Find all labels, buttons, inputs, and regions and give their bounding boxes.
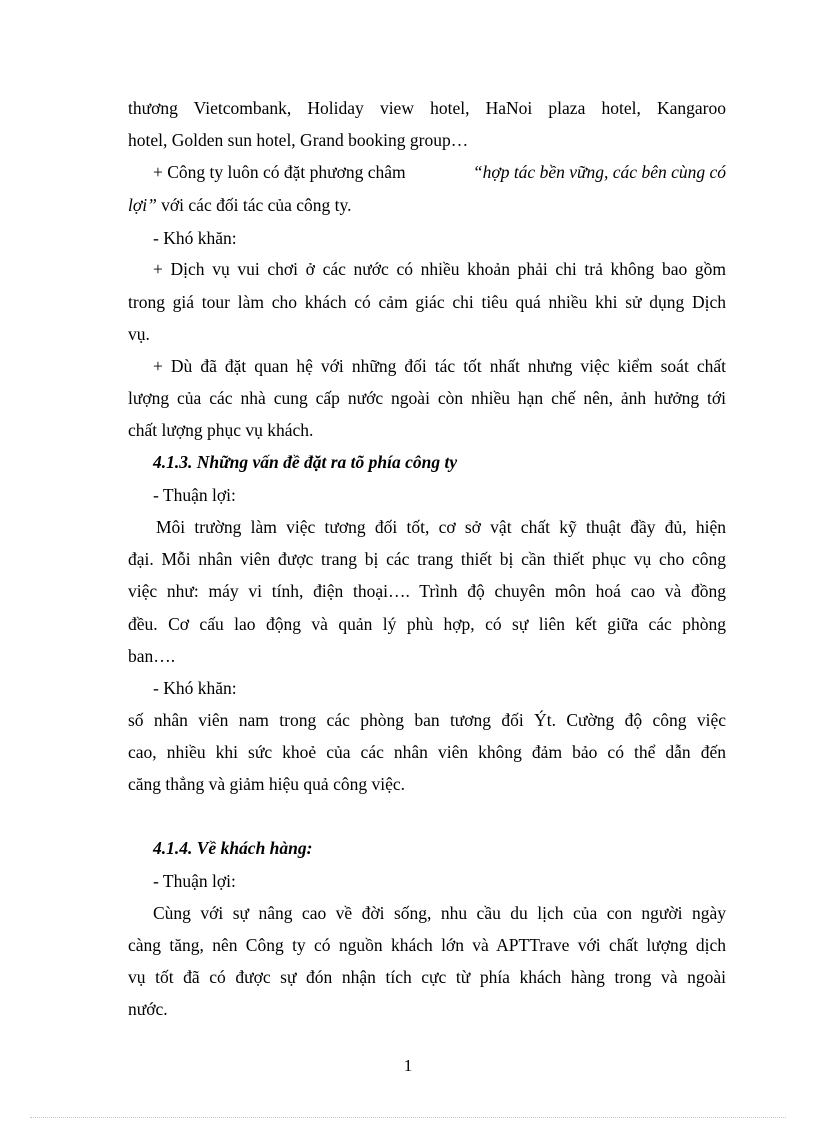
- paragraph-line: số nhân viên nam trong các phòng ban tương đối Ýt. Cường độ công việc: [128, 710, 726, 730]
- paragraph-line: vụ tốt đã có được sự đón nhận tích cực từ phía khách hàng trong và ngoài: [128, 967, 726, 987]
- page-number: 1: [403, 1056, 413, 1075]
- paragraph-line: căng thẳng và giảm hiệu quả công việc.: [128, 774, 405, 794]
- paragraph-line: trong giá tour làm cho khách có cảm giác chi tiêu quá nhiều khi sử dụng Dịch: [128, 292, 726, 312]
- paragraph-text: + Công ty luôn có đặt phương châm: [153, 162, 406, 182]
- paragraph-line: thương Vietcombank, Holiday view hotel, HaNoi plaza hotel, Kangaroo: [128, 98, 726, 118]
- section-label: - Khó khăn:: [153, 228, 237, 248]
- motto-quote-end: lợi”: [128, 195, 157, 215]
- paragraph-line: vụ.: [128, 324, 150, 344]
- paragraph-line: + Dù đã đặt quan hệ với những đối tác tốt nhất nhưng việc kiểm soát chất: [153, 356, 726, 376]
- paragraph-line: ban….: [128, 646, 176, 666]
- paragraph-line: Môi trường làm việc tương đối tốt, cơ sở vật chất kỹ thuật đầy đủ, hiện: [156, 517, 726, 537]
- paragraph-line: càng tăng, nên Công ty có nguồn khách lớn và APTTrave với chất lượng dịch: [128, 935, 726, 955]
- paragraph-line: [128, 194, 726, 216]
- section-label: - Thuận lợi:: [153, 485, 236, 505]
- section-heading: 4.1.4. Về khách hàng:: [153, 838, 313, 858]
- paragraph-text: với các đối tác của công ty.: [156, 195, 352, 215]
- paragraph-line: chất lượng phục vụ khách.: [128, 420, 314, 440]
- section-label: - Khó khăn:: [153, 678, 237, 698]
- paragraph-line: đều. Cơ cấu lao động và quản lý phù hợp, có sự liên kết giữa các phòng: [128, 614, 726, 634]
- section-heading: 4.1.3. Những vấn đề đặt ra tõ phía công ty: [153, 452, 458, 472]
- motto-quote: “hợp tác bền vững, các bên cùng có: [472, 162, 726, 182]
- paragraph-line: hotel, Golden sun hotel, Grand booking group…: [128, 130, 469, 150]
- paragraph-line: lượng của các nhà cung cấp nước ngoài còn nhiều hạn chế nên, ảnh hưởng tới: [128, 388, 726, 408]
- section-label: - Thuận lợi:: [153, 871, 236, 891]
- page-bottom-divider: [30, 1117, 786, 1118]
- paragraph-line: cao, nhiều khi sức khoẻ của các nhân viên không đảm bảo có thể dẫn đến: [128, 742, 726, 762]
- paragraph-line: nước.: [128, 999, 168, 1019]
- paragraph-line: việc như: máy vi tính, điện thoại…. Trình độ chuyên môn hoá cao và đồng: [128, 581, 726, 601]
- paragraph-line: [153, 161, 726, 183]
- paragraph-line: Cùng với sự nâng cao về đời sống, nhu cầu du lịch của con người ngày: [153, 903, 726, 923]
- paragraph-line: đại. Mỗi nhân viên được trang bị các trang thiết bị cần thiết phục vụ cho công: [128, 549, 726, 569]
- paragraph-line: + Dịch vụ vui chơi ở các nước có nhiều khoản phải chi trả không bao gồm: [153, 259, 726, 279]
